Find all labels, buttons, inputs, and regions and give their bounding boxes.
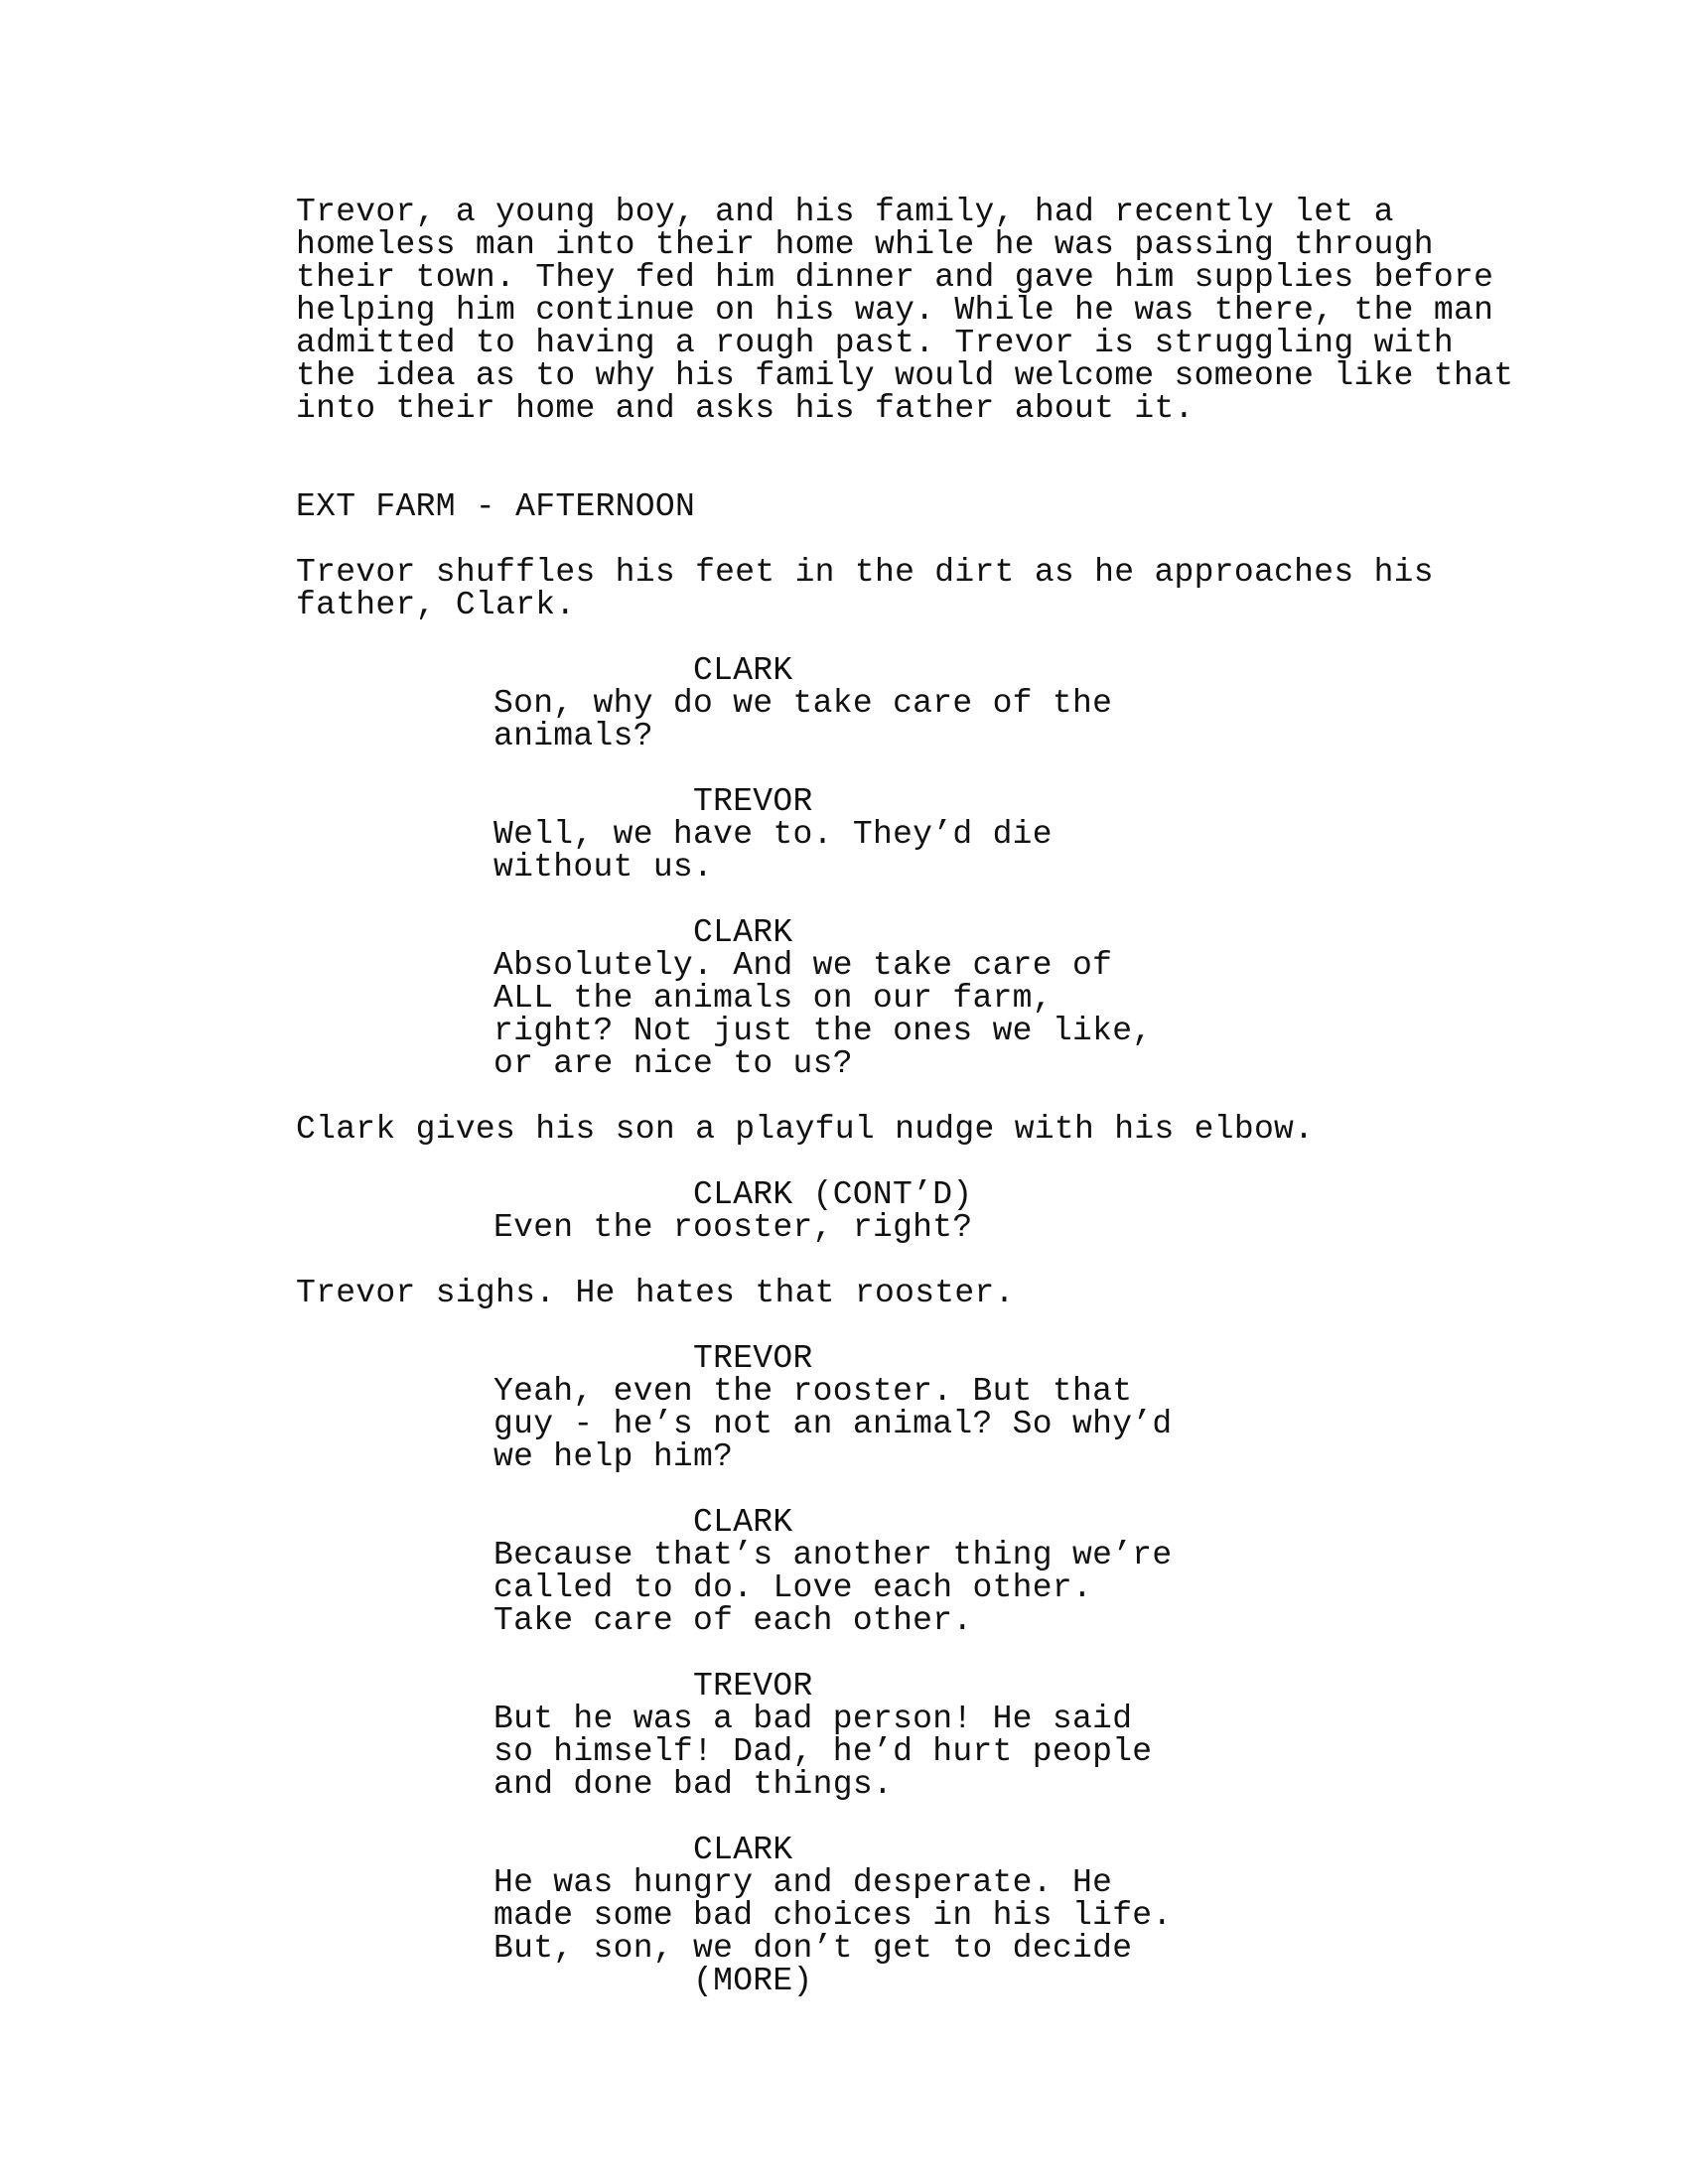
dialogue-line: Take care of each other.	[493, 1602, 973, 1639]
dialogue-line: ALL the animals on our farm,	[493, 980, 1053, 1017]
dialogue-line: Absolutely. And we take care of	[493, 947, 1113, 984]
summary-line: homeless man into their home while he was passing through	[296, 226, 1434, 263]
dialogue-line: without us.	[493, 849, 714, 886]
dialogue-line: so himself! Dad, he’d hurt people	[493, 1733, 1153, 1770]
character-cue: CLARK (CONT’D)	[693, 1176, 973, 1213]
dialogue-line: Son, why do we take care of the	[493, 685, 1113, 722]
action-line: Trevor sighs. He hates that rooster.	[296, 1275, 1015, 1311]
dialogue-line: animals?	[493, 718, 653, 754]
dialogue-line: Because that’s another thing we’re	[493, 1537, 1173, 1573]
dialogue-line: called to do. Love each other.	[493, 1570, 1093, 1606]
character-cue: CLARK	[693, 914, 793, 951]
dialogue-line: and done bad things.	[493, 1766, 894, 1803]
action-line: Trevor shuffles his feet in the dirt as he approaches his	[296, 554, 1434, 591]
dialogue-line: Yeah, even the rooster. But that	[493, 1373, 1133, 1410]
dialogue-line: But, son, we don’t get to decide	[493, 1930, 1133, 1967]
character-cue: TREVOR	[693, 783, 813, 820]
dialogue-line: or are nice to us?	[493, 1045, 853, 1082]
summary-line: Trevor, a young boy, and his family, had recently let a	[296, 194, 1394, 230]
character-cue: CLARK	[693, 1504, 793, 1541]
summary-line: into their home and asks his father about it.	[296, 390, 1195, 427]
dialogue-line: guy - he’s not an animal? So why’d	[493, 1406, 1173, 1442]
character-cue: TREVOR	[693, 1668, 813, 1705]
scene-heading: EXT FARM - AFTERNOON	[296, 488, 696, 525]
more-indicator: (MORE)	[693, 1963, 813, 1999]
action-line: Clark gives his son a playful nudge with his elbow.	[296, 1111, 1315, 1148]
dialogue-line: Even the rooster, right?	[493, 1209, 973, 1246]
character-cue: TREVOR	[693, 1340, 813, 1377]
character-cue: CLARK	[693, 652, 793, 689]
dialogue-line: we help him?	[493, 1438, 734, 1475]
summary-line: admitted to having a rough past. Trevor is struggling with	[296, 325, 1454, 361]
dialogue-line: But he was a bad person! He said	[493, 1701, 1133, 1737]
summary-line: helping him continue on his way. While he was there, the man	[296, 292, 1494, 329]
dialogue-line: Well, we have to. They’d die	[493, 816, 1053, 853]
summary-line: the idea as to why his family would welcome someone like that	[296, 357, 1514, 394]
summary-line: their town. They fed him dinner and gave him supplies before	[296, 259, 1494, 296]
action-line: father, Clark.	[296, 587, 576, 623]
character-cue: CLARK	[693, 1832, 793, 1868]
dialogue-line: He was hungry and desperate. He	[493, 1864, 1113, 1901]
dialogue-line: made some bad choices in his life.	[493, 1897, 1173, 1934]
dialogue-line: right? Not just the ones we like,	[493, 1013, 1153, 1049]
